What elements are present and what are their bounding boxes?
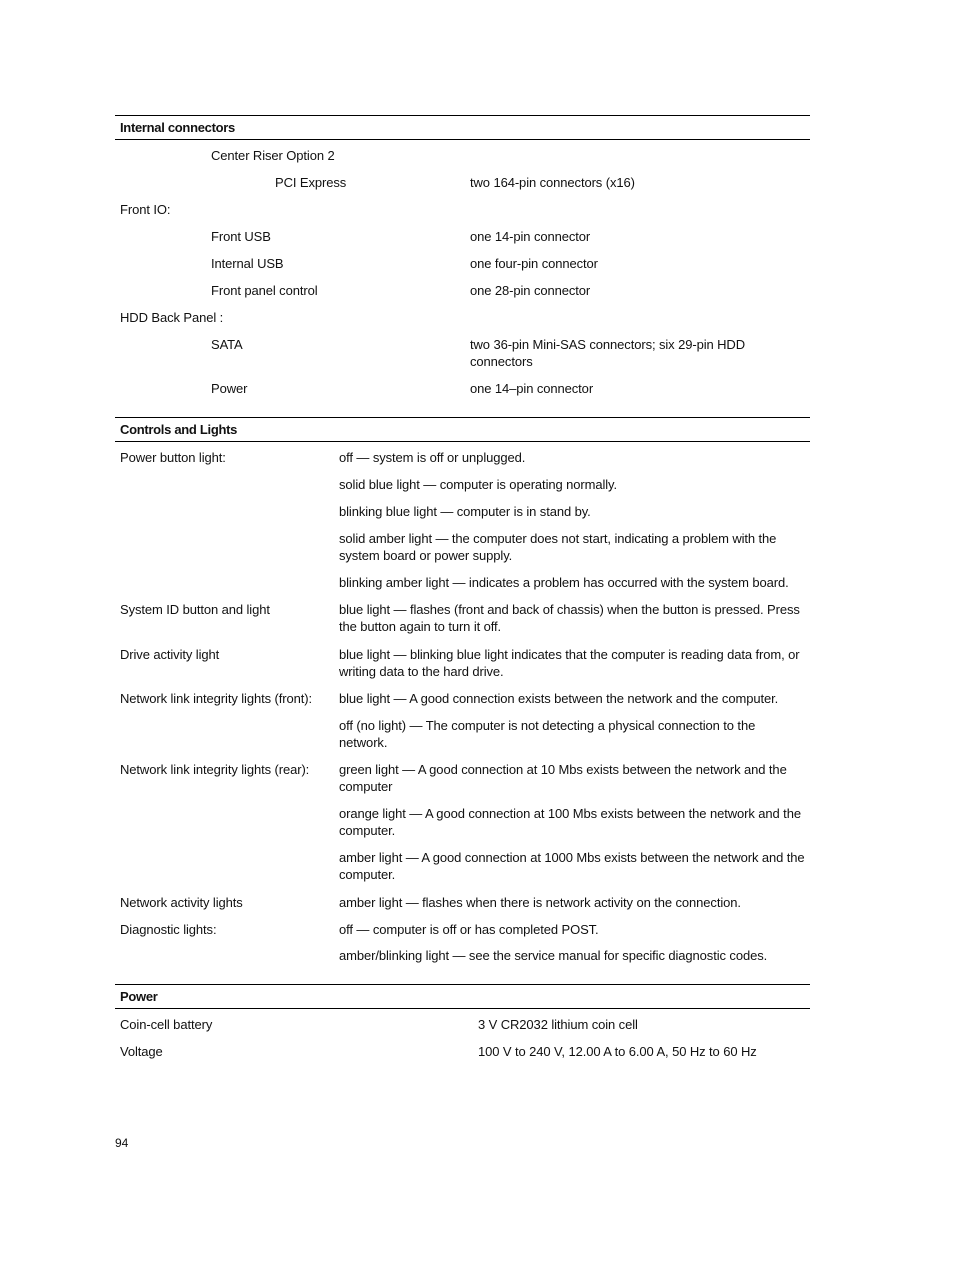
internal-connectors-body [115,140,810,407]
row-label: Front USB [211,229,271,244]
row-label: Drive activity light [120,647,220,662]
row-label: Coin-cell battery [120,1017,213,1032]
row-label: Power button light: [120,450,226,465]
table-row [115,849,810,894]
row-value: green light — A good connection at 10 Mbs exists between the network and the computer [339,762,787,794]
row-value: two 164-pin connectors (x16) [470,175,635,190]
table-row [115,646,810,690]
row-value: blinking amber light — indicates a problem has occurred with the system board. [339,575,789,590]
row-value: two 36-pin Mini-SAS connectors; six 29-pin HDD connectors [470,337,746,369]
row-label: System ID button and light [120,602,270,617]
table-row [115,476,810,503]
table-row [115,228,810,255]
row-label: Front panel control [211,283,318,298]
row-label: HDD Back Panel : [120,310,224,325]
table-row [115,147,810,174]
row-value: solid blue light — computer is operating normally. [339,477,618,492]
row-value: one 28-pin connector [470,283,591,298]
row-label: Voltage [120,1044,163,1059]
row-value: 3 V CR2032 lithium coin cell [478,1017,638,1032]
section-divider [115,984,810,985]
internal-connectors-table [115,115,810,407]
row-value: solid amber light — the computer does not start, indicating a problem with the system board or power supply. [339,531,777,563]
table-row [115,380,810,407]
table-row [115,201,810,228]
controls-lights-header: Controls and Lights [115,417,810,442]
row-label: Internal USB [211,256,284,271]
table-row [115,449,810,476]
table-row [115,255,810,282]
controls-lights-table [115,417,810,974]
row-value: 100 V to 240 V, 12.00 A to 6.00 A, 50 Hz to 60 Hz [478,1044,757,1059]
row-value: amber light — flashes when there is network activity on the connection. [339,895,741,910]
table-row [115,336,810,380]
table-row [115,1043,810,1070]
row-value: blue light — A good connection exists between the network and the computer. [339,691,779,706]
row-value: amber light — A good connection at 1000 Mbs exists between the network and the computer. [339,850,805,882]
table-row [115,574,810,601]
row-label: Front IO: [120,202,171,217]
table-row [115,282,810,309]
power-header: Power [115,984,810,1009]
internal-connectors-header: Internal connectors [115,115,810,140]
row-value: orange light — A good connection at 100 Mbs exists between the network and the computer. [339,806,801,838]
row-value: amber/blinking light — see the service manual for specific diagnostic codes. [339,948,768,963]
row-label: Network activity lights [120,895,243,910]
row-value: off (no light) — The computer is not detecting a physical connection to the network. [339,718,756,750]
row-label: Power [211,381,248,396]
row-label: Network link integrity lights (front): [120,691,312,706]
controls-lights-body [115,442,810,974]
row-label: Diagnostic lights: [120,922,217,937]
table-row [115,174,810,201]
table-row [115,717,810,761]
table-row [115,601,810,646]
row-label: PCI Express [275,175,347,190]
table-row [115,947,810,974]
row-label: Network link integrity lights (rear): [120,762,310,777]
row-value: off — computer is off or has completed POST. [339,922,599,937]
row-value: one 14–pin connector [470,381,594,396]
table-row [115,690,810,717]
row-value: off — system is off or unplugged. [339,450,526,465]
row-value: blinking blue light — computer is in stand by. [339,504,591,519]
table-row [115,894,810,921]
page-number: 94 [115,1136,129,1150]
table-row [115,1016,810,1043]
section-divider [115,417,810,418]
table-row [115,805,810,849]
table-row [115,761,810,805]
row-label: Center Riser Option 2 [211,148,335,163]
table-row [115,530,810,574]
power-body [115,1009,810,1070]
row-value: blue light — flashes (front and back of chassis) when the button is pressed. Press the button again to turn it off. [339,602,800,634]
row-value: one four-pin connector [470,256,598,271]
row-label: SATA [211,337,243,352]
row-value: one 14-pin connector [470,229,591,244]
power-table [115,984,810,1070]
table-row [115,309,810,336]
table-row [115,503,810,530]
row-value: blue light — blinking blue light indicates that the computer is reading data from, or writing data to the hard drive. [339,647,800,679]
table-row [115,921,810,947]
